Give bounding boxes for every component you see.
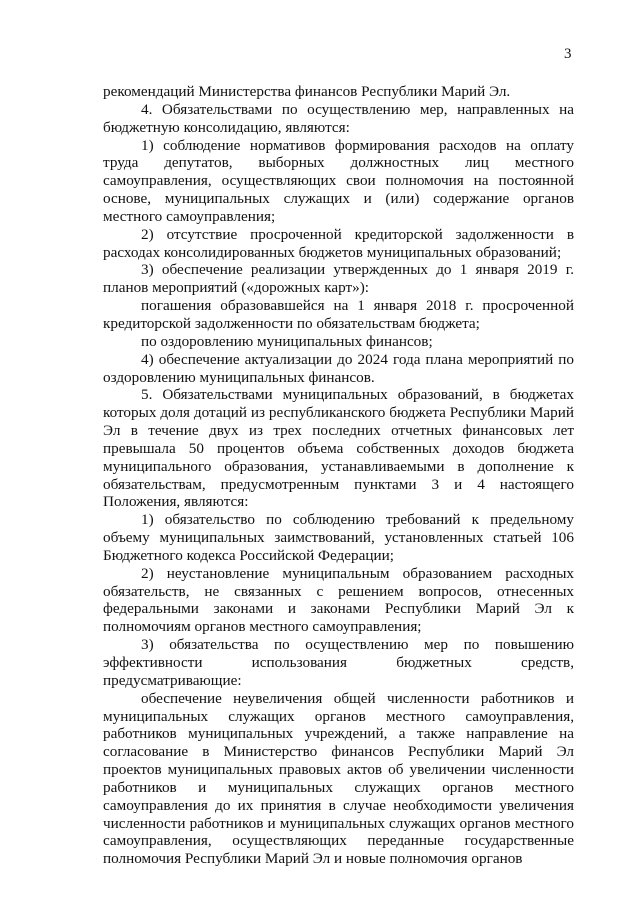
paragraph-subitem-5-1: 1) обязательство по соблюдению требований к предельному объему муниципальных заимствований, установленных статьей 106 Бюджетного кодекса Российской Федерации; <box>103 511 574 564</box>
paragraph-subitem-4-2: 2) отсутствие просроченной кредиторской задолженности в расходах консолидированных бюджетов муниципальных образований; <box>103 225 574 261</box>
paragraph-subitem-4-3: 3) обеспечение реализации утвержденных до 1 января 2019 г. планов мероприятий («дорожных карт»): <box>103 261 574 297</box>
paragraph-subitem-5-2: 2) неустановление муниципальным образованием расходных обязательств, не связанных с решением вопросов, отнесенных федеральными законами и законами Республики Марий Эл к полномочиям органов местного самоуправления; <box>103 564 574 636</box>
paragraph-subitem-4-3-b: по оздоровлению муниципальных финансов; <box>141 332 433 350</box>
paragraph-subitem-4-4: 4) обеспечение актуализации до 2024 года плана мероприятий по оздоровлению муниципальных финансов. <box>103 350 574 386</box>
paragraph-item-5: 5. Обязательствами муниципальных образований, в бюджетах которых доля дотаций из республиканского бюджета Республики Марий Эл в течение двух из трех последних отчетных финансовых лет превышала 50 процентов объема собственных доходов бюджета муниципального образования, устанавливаемыми в дополнение к обязательствам, предусмотренным пунктами 3 и 4 настоящего Положения, являются: <box>103 386 574 511</box>
paragraph-subitem-5-3-a: обеспечение неувеличения общей численности работников и муниципальных служащих органов местного самоуправления, работников муниципальных учреждений, а также направление на согласование в Министерство финансов Республики Марий Эл проектов муниципальных правовых актов об увеличении численности работников и муниципальных служащих органов местного самоуправления до их принятия в случае необходимости увеличения численности работников и муниципальных служащих органов местного самоуправления, осуществляющих переданные государственные полномочия Республики Марий Эл и новые полномочия органов <box>103 689 574 868</box>
paragraph-subitem-4-1: 1) соблюдение нормативов формирования расходов на оплату труда депутатов, выборных должностных лиц местного самоуправления, осуществляющих свои полномочия на постоянной основе, муниципальных служащих и (или) содержание органов местного самоуправления; <box>103 136 574 225</box>
paragraph-subitem-5-3: 3) обязательства по осуществлению мер по повышению эффективности использования бюджетных средств, предусматривающие: <box>103 636 574 689</box>
page-number: 3 <box>564 46 572 62</box>
paragraph-item-4: 4. Обязательствами по осуществлению мер, направленных на бюджетную консолидацию, являются: <box>103 100 574 136</box>
paragraph-continuation: рекомендаций Министерства финансов Республики Марий Эл. <box>103 83 511 100</box>
paragraph-subitem-4-3-a: погашения образовавшейся на 1 января 2018 г. просроченной кредиторской задолженности по обязательствам бюджета; <box>103 297 574 332</box>
document-body <box>103 83 574 868</box>
